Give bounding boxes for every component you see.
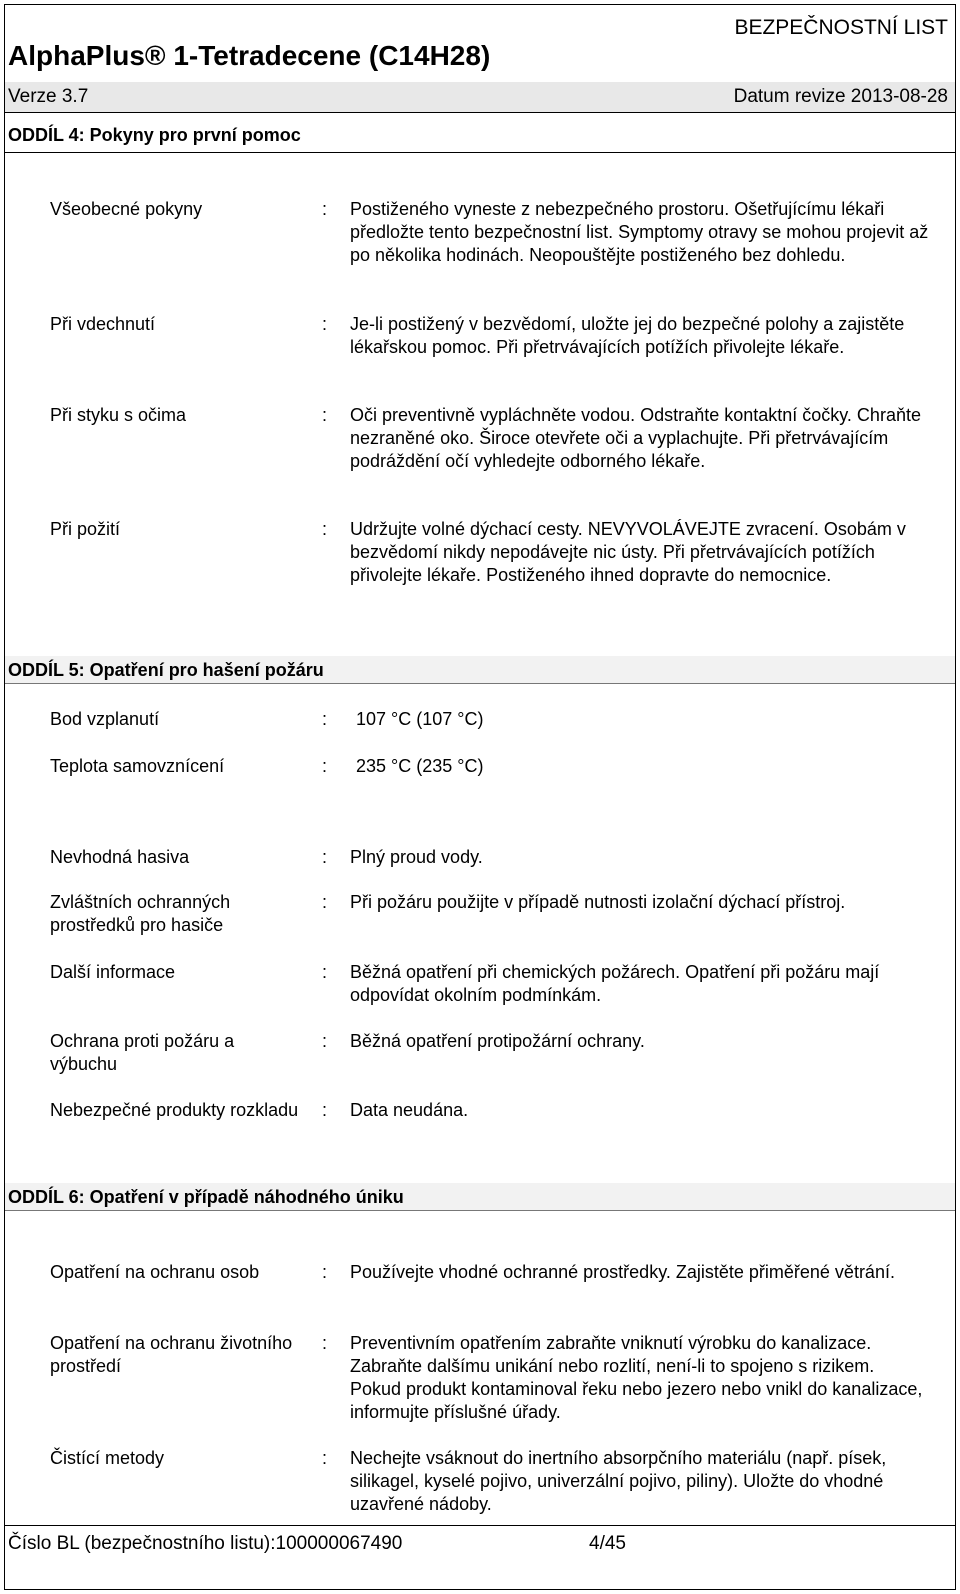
row-colon: : <box>322 1100 328 1120</box>
row-colon: : <box>322 1333 328 1353</box>
row-label: Další informace <box>50 962 176 982</box>
row-colon: : <box>322 709 328 729</box>
revision-date: Datum revize 2013-08-28 <box>733 86 948 107</box>
section-4-title: ODDÍL 4: Pokyny pro první pomoc <box>8 125 301 145</box>
row-value: Udržujte volné dýchací cesty. NEVYVOLÁVEJTE zvracení. Osobám v bezvědomí nikdy nepodávejte nic ústy. Při přetrvávajících potížích přivolejte lékaře. Postiženého ihned dopravte do nemocnice. <box>350 519 906 585</box>
row-label: Při požití <box>50 519 121 539</box>
header-divider <box>5 112 955 113</box>
row-value: 107 °C (107 °C) <box>356 709 484 729</box>
row-colon: : <box>322 847 328 867</box>
footer-divider <box>5 1525 955 1526</box>
row-value: Běžná opatření protipožární ochrany. <box>350 1031 645 1051</box>
row-value: Plný proud vody. <box>350 847 483 867</box>
row-label: Nevhodná hasiva <box>50 847 190 867</box>
row-value: Nechejte vsáknout do inertního absorpčního materiálu (např. písek, silikagel, kyselé pojivo, univerzální pojivo, piliny). Uložte do vhodné uzavřené nádoby. <box>350 1448 887 1514</box>
product-title: AlphaPlus® 1-Tetradecene (C14H28) <box>8 40 491 71</box>
row-value: Je-li postižený v bezvědomí, uložte jej do bezpečné polohy a zajistěte lékařskou pomoc. Při přetrvávajících potížích přivolejte lékaře. <box>350 314 905 357</box>
row-value: Při požáru použijte v případě nutnosti izolační dýchací přístroj. <box>350 892 846 912</box>
row-colon: : <box>322 1031 328 1051</box>
row-value: Data neudána. <box>350 1100 469 1120</box>
row-label: Bod vzplanutí <box>50 709 160 729</box>
row-value: Preventivním opatřením zabraňte vniknutí výrobku do kanalizace. Zabraňte dalšímu unikání nebo rozlití, není-li to spojeno s rizikem. Pokud produkt kontaminoval řeku nebo jezero nebo vnikl do kanalizace, informujte příslušné úřady. <box>350 1333 923 1422</box>
document-type: BEZPEČNOSTNÍ LIST <box>734 16 948 39</box>
version-label: Verze 3.7 <box>8 86 89 107</box>
section-6-title: ODDÍL 6: Opatření v případě náhodného úniku <box>8 1187 404 1207</box>
document-number: Číslo BL (bezpečnostního listu):100000067490 <box>8 1533 403 1554</box>
row-colon: : <box>322 962 328 982</box>
row-label: Při vdechnutí <box>50 314 156 334</box>
row-label: Ochrana proti požáru a výbuchu <box>50 1031 235 1074</box>
row-label: Při styku s očima <box>50 405 187 425</box>
row-colon: : <box>322 314 328 334</box>
row-value: 235 °C (235 °C) <box>356 756 484 776</box>
row-colon: : <box>322 199 328 219</box>
row-label: Všeobecné pokyny <box>50 199 203 219</box>
row-colon: : <box>322 405 328 425</box>
row-value: Oči preventivně vypláchněte vodou. Odstraňte kontaktní čočky. Chraňte nezraněné oko. Široce otevřete oči a vyplachujte. Při přetrvávajícím podráždění očí vyhledejte odborného lékaře. <box>350 405 921 471</box>
row-label: Zvláštních ochranných prostředků pro hasiče <box>50 892 231 935</box>
row-label: Nebezpečné produkty rozkladu <box>50 1100 299 1120</box>
row-label: Čistící metody <box>50 1448 165 1468</box>
row-label: Opatření na ochranu osob <box>50 1262 260 1282</box>
row-colon: : <box>322 756 328 776</box>
row-label: Teplota samovznícení <box>50 756 225 776</box>
section-4-divider <box>5 152 955 153</box>
row-value: Používejte vhodné ochranné prostředky. Zajistěte přiměřené větrání. <box>350 1262 895 1282</box>
row-colon: : <box>322 519 328 539</box>
row-colon: : <box>322 892 328 912</box>
row-value: Běžná opatření při chemických požárech. Opatření při požáru mají odpovídat okolním podmínkám. <box>350 962 880 1005</box>
row-colon: : <box>322 1262 328 1282</box>
row-label: Opatření na ochranu životního prostředí <box>50 1333 293 1376</box>
page-number: 4/45 <box>589 1533 626 1554</box>
row-colon: : <box>322 1448 328 1468</box>
section-5-title: ODDÍL 5: Opatření pro hašení požáru <box>8 660 324 680</box>
row-value: Postiženého vyneste z nebezpečného prostoru. Ošetřujícímu lékaři předložte tento bezpečnostní list. Symptomy otravy se mohou projevit až po několika hodinách. Neopouštějte postiženého bez dohledu. <box>350 199 929 265</box>
